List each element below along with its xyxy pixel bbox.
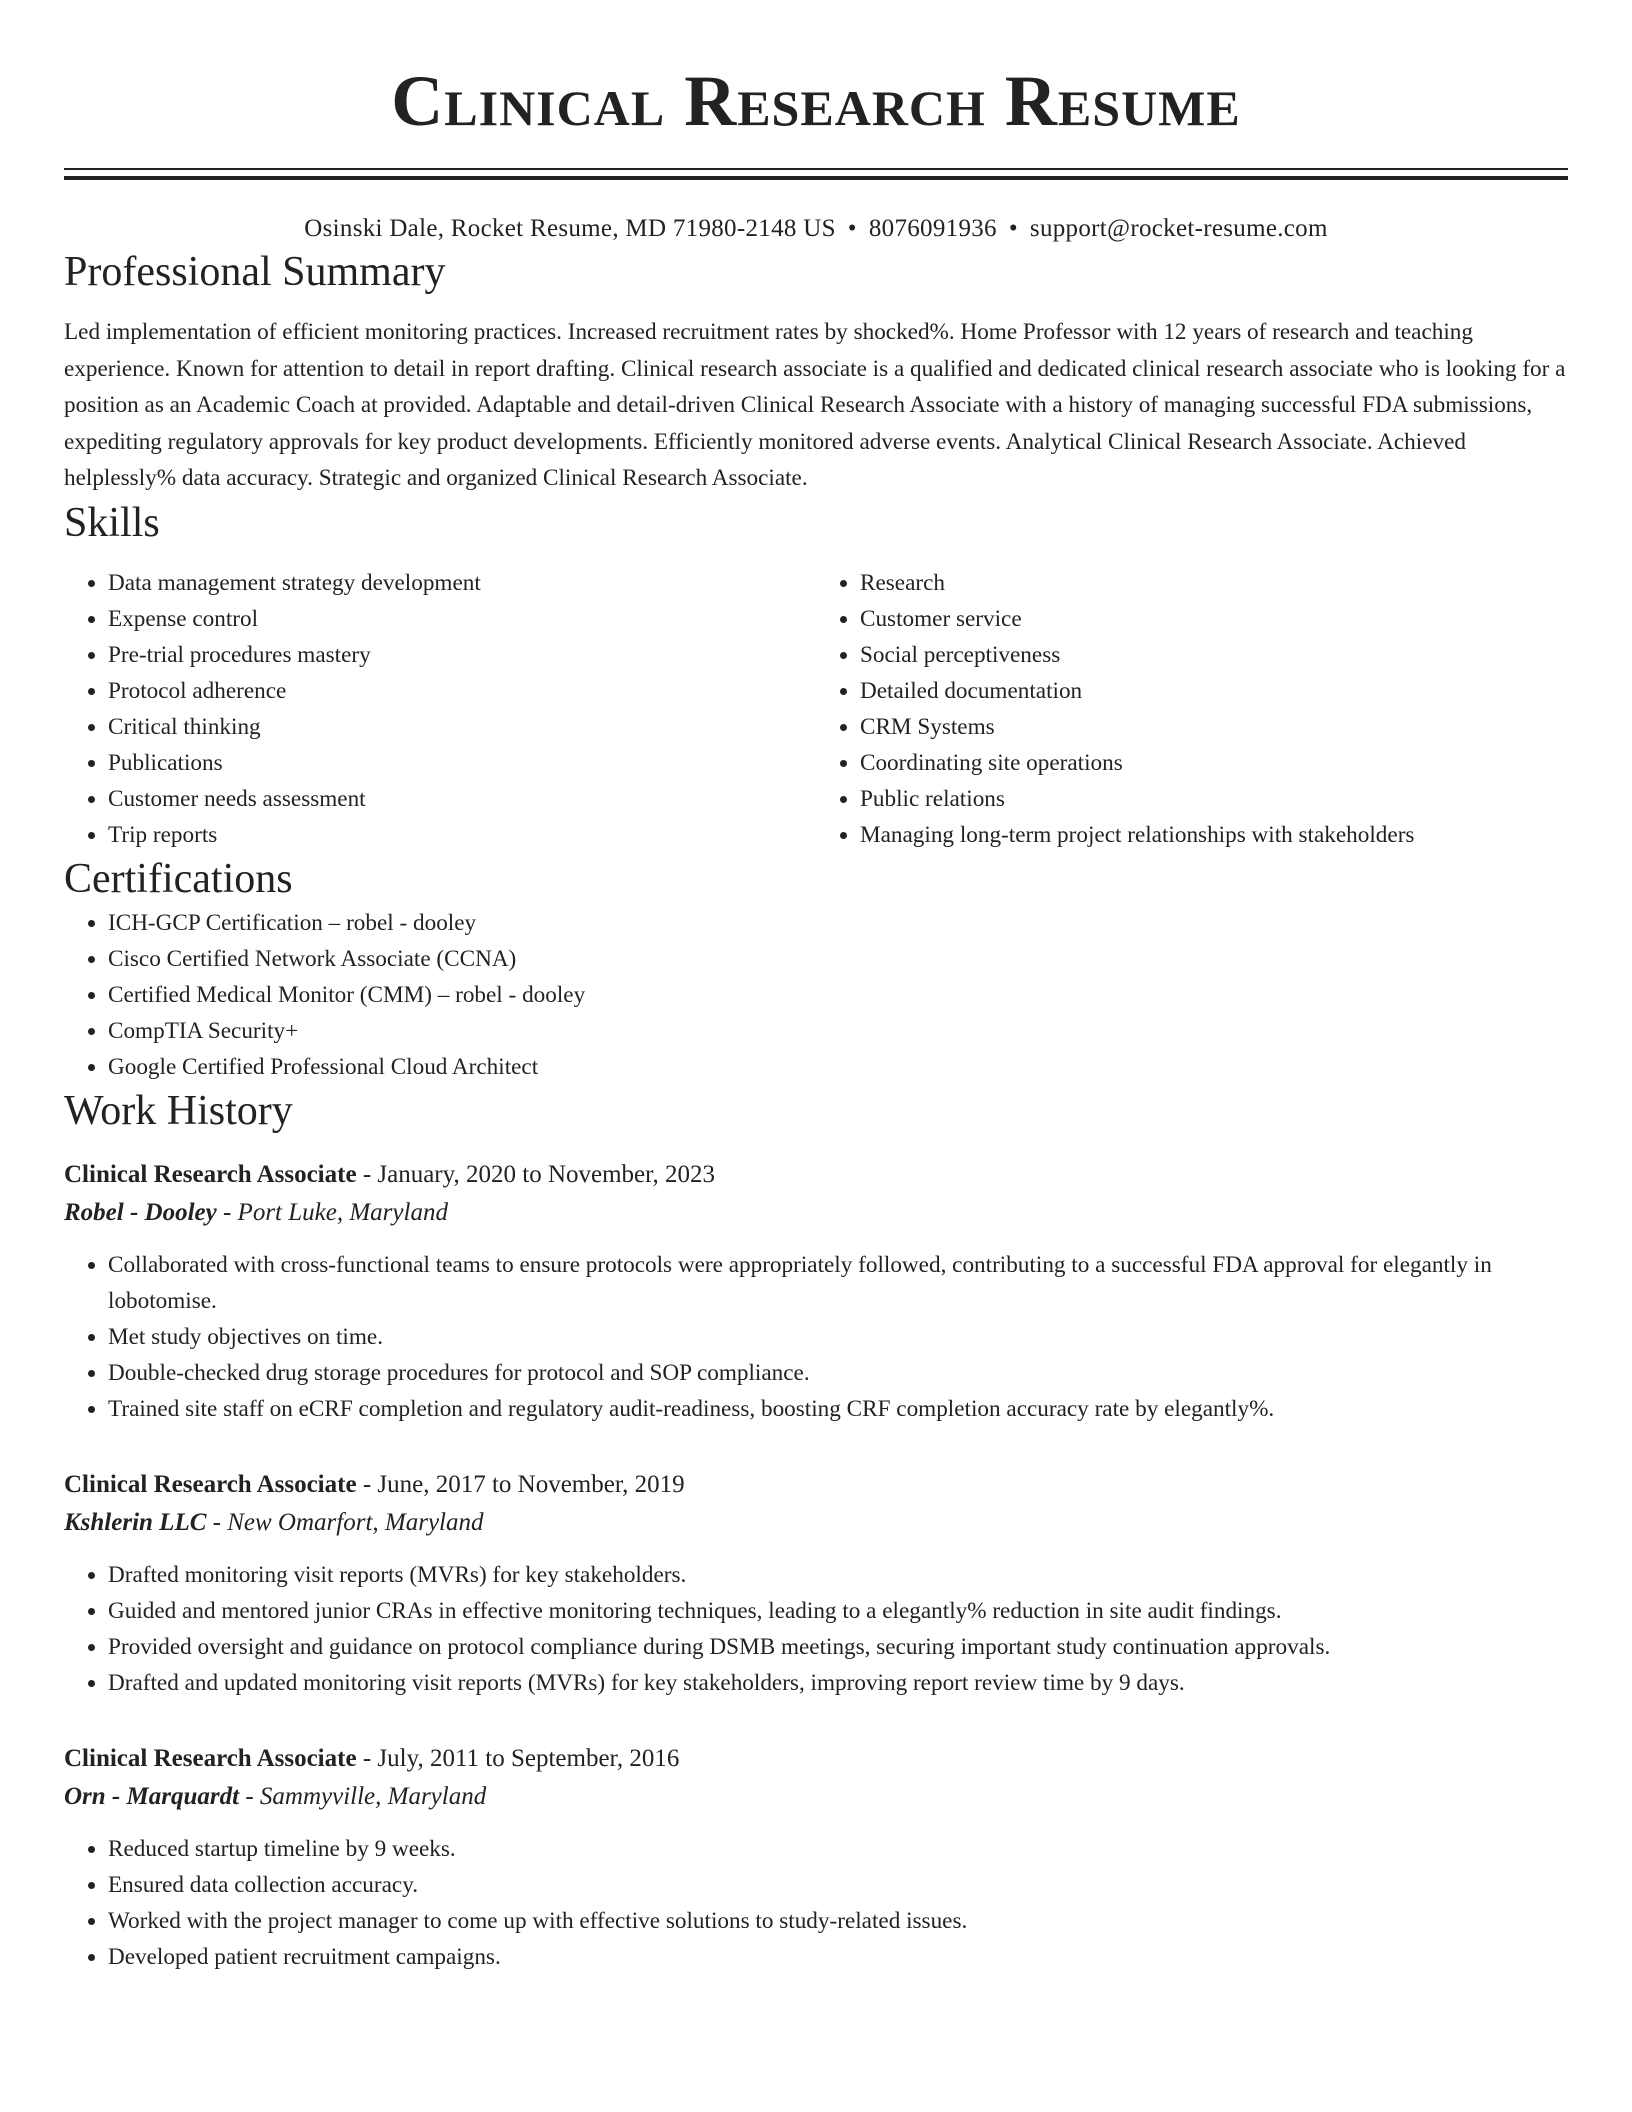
job-entry xyxy=(64,1741,1568,1975)
job-company: Robel - Dooley xyxy=(64,1198,217,1226)
job-title: Clinical Research Associate xyxy=(64,1470,357,1498)
job-bullet: • Met study objectives on time. xyxy=(108,1319,1568,1355)
job-bullet: • Collaborated with cross-functional teams to ensure protocols were appropriately followed, contributing to a successful FDA approval for elegantly in lobotomise. xyxy=(108,1247,1568,1319)
summary-text: Led implementation of efficient monitoring practices. Increased recruitment rates by shocked%. Home Professor with 12 years of research and teaching experience. Known for attention to detail in report drafting. Clinical research associate is a qualified and dedicated clinical research associate who is looking for a position as an Academic Coach at provided. Adaptable and detail-driven Clinical Research Associate with a history of managing successful FDA submissions, expediting regulatory approvals for key product developments. Efficiently monitored adverse events. Analytical Clinical Research Associate. Achieved helplessly% data accuracy. Strategic and organized Clinical Research Associate. xyxy=(64,319,1566,491)
job-bullet: • Guided and mentored junior CRAs in effective monitoring techniques, leading to a elegantly% reduction in site audit findings. xyxy=(108,1593,1568,1629)
certification-item: • Cisco Certified Network Associate (CCNA) xyxy=(108,941,1568,977)
summary-heading: Professional Summary xyxy=(64,249,446,295)
job-location: - New Omarfort, Maryland xyxy=(206,1508,484,1536)
job-company-line xyxy=(64,1193,1568,1233)
skill-item: • Trip reports xyxy=(108,817,816,853)
contact-phone: 8076091936 xyxy=(868,215,997,242)
skill-item: • Public relations xyxy=(860,781,1568,817)
certification-item: • Certified Medical Monitor (CMM) – robel - dooley xyxy=(108,977,1568,1013)
job-entry xyxy=(64,1467,1568,1701)
skill-item: • Coordinating site operations xyxy=(860,745,1568,781)
skill-item: • Detailed documentation xyxy=(860,673,1568,709)
certification-item: • Google Certified Professional Cloud Architect xyxy=(108,1049,1568,1085)
contact-line xyxy=(64,212,1568,246)
job-bullet: • Ensured data collection accuracy. xyxy=(108,1867,1568,1903)
skill-item: • Social perceptiveness xyxy=(860,637,1568,673)
job-company-line xyxy=(64,1503,1568,1543)
certifications-heading: Certifications xyxy=(64,855,293,902)
job-dates: - January, 2020 to November, 2023 xyxy=(356,1160,715,1188)
job-bullet: • Trained site staff on eCRF completion and regulatory audit-readiness, boosting CRF completion accuracy rate by elegantly%. xyxy=(108,1391,1568,1427)
job-title-line xyxy=(64,1741,1568,1777)
contact-address: Osinski Dale, Rocket Resume, MD 71980-2148 US xyxy=(304,215,836,242)
skill-item: • Data management strategy development xyxy=(108,565,816,601)
certification-item: • CompTIA Security+ xyxy=(108,1013,1568,1049)
title-rule-thin xyxy=(64,168,1568,170)
job-location: - Port Luke, Maryland xyxy=(216,1198,448,1226)
job-dates: - June, 2017 to November, 2019 xyxy=(356,1470,685,1498)
job-dates: - July, 2011 to September, 2016 xyxy=(356,1744,680,1772)
job-bullet: • Developed patient recruitment campaigns. xyxy=(108,1939,1568,1975)
skill-item: • Publications xyxy=(108,745,816,781)
job-bullet: • Worked with the project manager to come up with effective solutions to study-related issues. xyxy=(108,1903,1568,1939)
job-entry xyxy=(64,1157,1568,1427)
job-bullet: • Double-checked drug storage procedures for protocol and SOP compliance. xyxy=(108,1355,1568,1391)
skills-column-right xyxy=(816,565,1568,853)
skill-item: • Research xyxy=(860,565,1568,601)
certification-item: • ICH-GCP Certification – robel - dooley xyxy=(108,905,1568,941)
job-bullet: • Drafted and updated monitoring visit reports (MVRs) for key stakeholders, improving report review time by 9 days. xyxy=(108,1665,1568,1701)
job-company: Orn - Marquardt xyxy=(64,1782,240,1810)
certifications-list xyxy=(64,905,1568,1085)
contact-separator: • xyxy=(1008,215,1018,242)
job-location: - Sammyville, Maryland xyxy=(239,1782,487,1810)
job-title: Clinical Research Associate xyxy=(64,1160,357,1188)
contact-email: support@rocket-resume.com xyxy=(1029,215,1328,242)
skill-item: • Pre-trial procedures mastery xyxy=(108,637,816,673)
title-rule-thick xyxy=(64,176,1568,180)
skill-item: • CRM Systems xyxy=(860,709,1568,745)
skill-item: • Managing long-term project relationships with stakeholders xyxy=(860,817,1568,853)
job-bullet: • Reduced startup timeline by 9 weeks. xyxy=(108,1831,1568,1867)
resume-page xyxy=(64,0,1568,1975)
job-company-line xyxy=(64,1777,1568,1817)
job-title-line xyxy=(64,1467,1568,1503)
skill-item: • Customer needs assessment xyxy=(108,781,816,817)
skills-list xyxy=(64,565,1568,853)
contact-separator: • xyxy=(847,215,857,242)
job-bullet: • Drafted monitoring visit reports (MVRs) for key stakeholders. xyxy=(108,1557,1568,1593)
job-bullets xyxy=(64,1557,1568,1701)
job-bullets xyxy=(64,1831,1568,1975)
skill-item: • Customer service xyxy=(860,601,1568,637)
job-title-line xyxy=(64,1157,1568,1193)
page-title: Clinical Research Resume xyxy=(391,61,1241,141)
skills-heading: Skills xyxy=(64,499,160,546)
work-history-heading: Work History xyxy=(64,1087,293,1134)
skill-item: • Protocol adherence xyxy=(108,673,816,709)
job-company: Kshlerin LLC xyxy=(64,1508,207,1536)
skill-item: • Expense control xyxy=(108,601,816,637)
job-title: Clinical Research Associate xyxy=(64,1744,357,1772)
job-bullets xyxy=(64,1247,1568,1427)
job-bullet: • Provided oversight and guidance on protocol compliance during DSMB meetings, securing important study continuation approvals. xyxy=(108,1629,1568,1665)
skills-column-left xyxy=(64,565,816,853)
skill-item: • Critical thinking xyxy=(108,709,816,745)
